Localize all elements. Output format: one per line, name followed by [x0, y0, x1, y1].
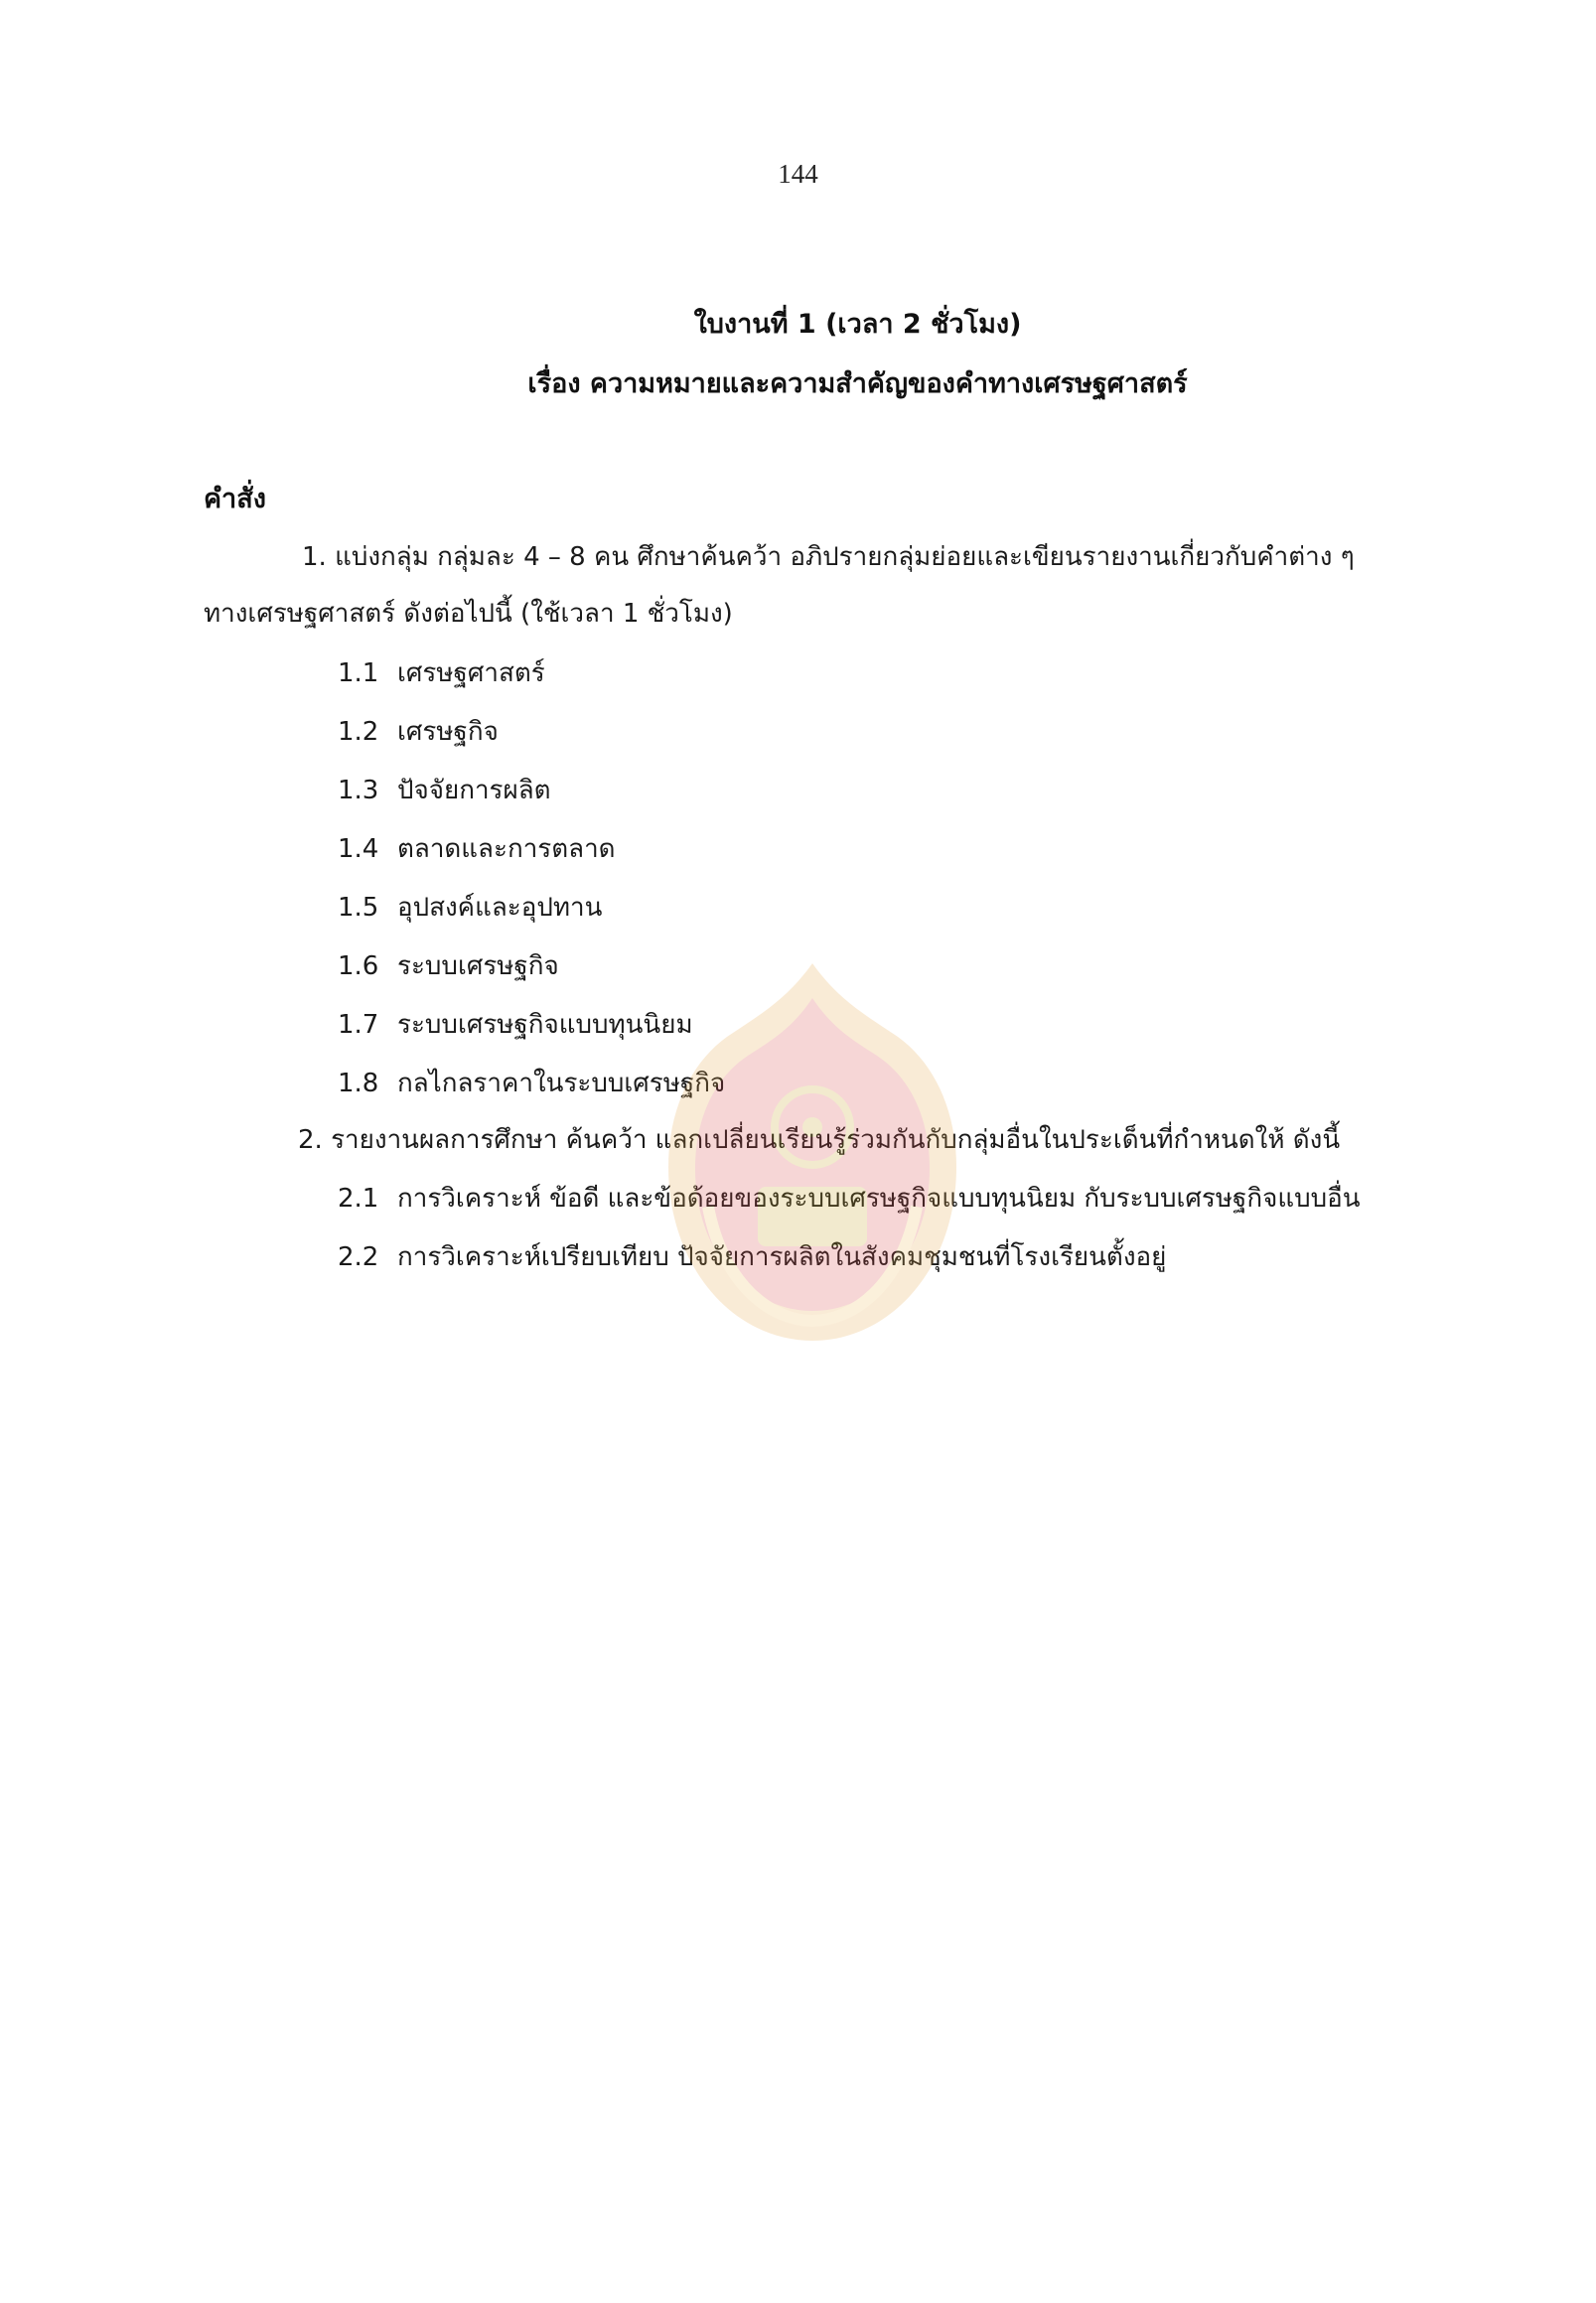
list-item-text: ระบบเศรษฐกิจแบบทุนนิยม: [397, 1010, 693, 1040]
list-item-number: 2.1: [338, 1184, 379, 1214]
list-item: [338, 1236, 1166, 1277]
list-item-number: 1.5: [338, 893, 379, 923]
list-item: [338, 652, 545, 693]
list-item-text: การวิเคราะห์ ข้อดี และข้อด้อยของระบบเศรษฐกิจแบบทุนนิยม กับระบบเศรษฐกิจแบบอื่น: [397, 1184, 1361, 1214]
list-item-text: การวิเคราะห์เปรียบเทียบ ปัจจัยการผลิตในสังคมชุมชนที่โรงเรียนตั้งอยู่: [397, 1242, 1167, 1272]
list-item: [338, 1178, 1361, 1219]
list-item: [338, 887, 602, 928]
list-item-text: เศรษฐกิจ: [397, 717, 499, 747]
list-item: [338, 1004, 693, 1045]
list-item: [338, 945, 559, 986]
list-item-text: เศรษฐศาสตร์: [397, 658, 545, 688]
list-item: [338, 711, 499, 752]
list-item-number: 1.1: [338, 658, 379, 688]
page-number: 144: [778, 159, 818, 189]
instructions-heading: คำสั่ง: [204, 484, 266, 514]
list-item-number: 1.4: [338, 834, 379, 864]
instruction-1-line-2: ทางเศรษฐศาสตร์ ดังต่อไปนี้ (ใช้เวลา 1 ชั่วโมง): [204, 599, 733, 629]
list-item: [338, 1063, 725, 1103]
list-item-text: อุปสงค์และอุปทาน: [397, 893, 603, 923]
list-item-number: 1.6: [338, 951, 379, 981]
list-item: [338, 828, 616, 869]
list-item-text: กลไกลราคาในระบบเศรษฐกิจ: [397, 1069, 726, 1098]
list-item-number: 1.7: [338, 1010, 379, 1040]
list-item-text: ตลาดและการตลาด: [397, 834, 616, 864]
list-item-number: 2.2: [338, 1242, 379, 1272]
list-item-number: 1.3: [338, 776, 379, 805]
list-item-number: 1.2: [338, 717, 379, 747]
list-item-text: ปัจจัยการผลิต: [397, 776, 551, 805]
list-item: [338, 770, 551, 810]
instruction-1-line-1: 1. แบ่งกลุ่ม กลุ่มละ 4 – 8 คน ศึกษาค้นคว้า อภิปรายกลุ่มย่อยและเขียนรายงานเกี่ยวกับคำต่าง ๆ: [302, 542, 1355, 572]
worksheet-subtitle: เรื่อง ความหมายและความสำคัญของคำทางเศรษฐศาสตร์: [527, 368, 1188, 399]
list-item-number: 1.8: [338, 1069, 379, 1098]
list-item-text: ระบบเศรษฐกิจ: [397, 951, 559, 981]
worksheet-title: ใบงานที่ 1 (เวลา 2 ชั่วโมง): [693, 309, 1022, 340]
instruction-2-line-1: 2. รายงานผลการศึกษา ค้นคว้า แลกเปลี่ยนเรียนรู้ร่วมกันกับกลุ่มอื่นในประเด็นที่กำหนดให้ ดังนี้: [298, 1125, 1341, 1155]
